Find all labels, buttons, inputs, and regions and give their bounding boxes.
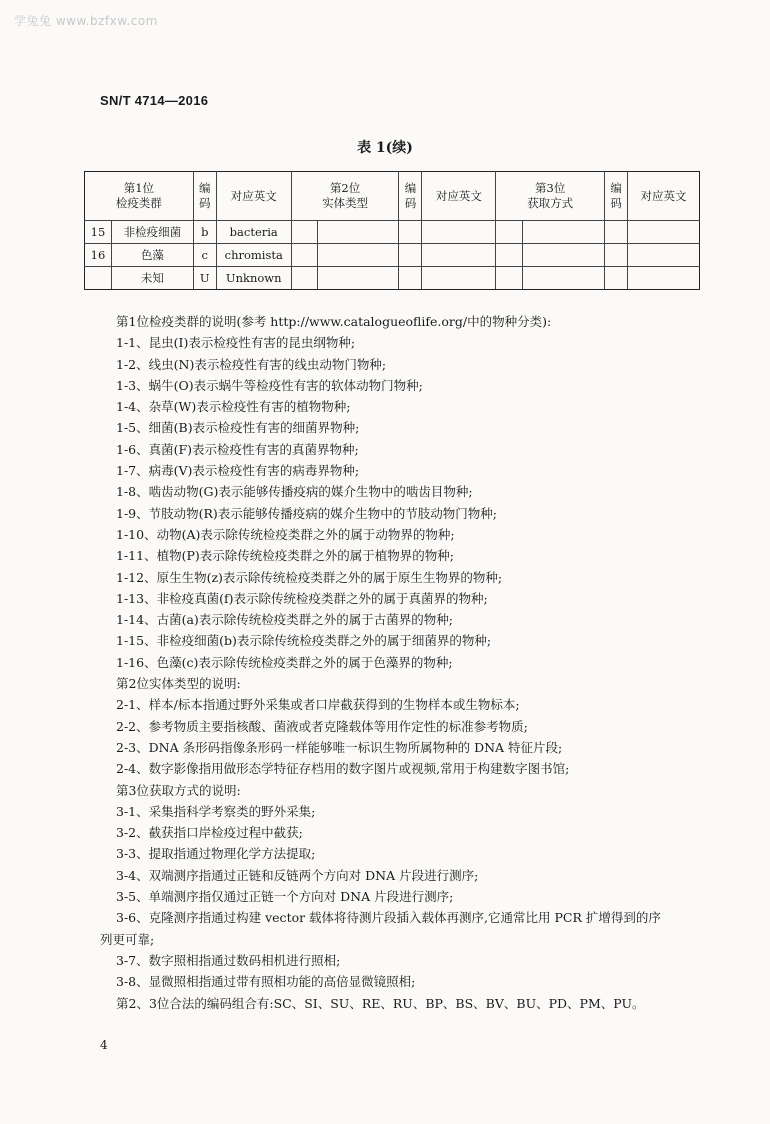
watermark: 学兔兔 www.bzfxw.com (14, 14, 158, 28)
empty-cell (291, 244, 317, 267)
table-row (85, 244, 700, 267)
empty-cell (399, 221, 422, 244)
header-code-2: 编码 (399, 172, 422, 221)
empty-cell (422, 244, 496, 267)
empty-cell (523, 221, 605, 244)
text-line: 3-6、克隆测序指通过构建 vector 载体将待测片段插入载体再测序,它通常比用 PCR 扩增得到的序 (116, 910, 661, 926)
empty-cell (496, 221, 523, 244)
empty-cell (628, 267, 700, 290)
row-name: 未知 (111, 267, 193, 290)
text-line: 1-13、非检疫真菌(f)表示除传统检疫类群之外的属于真菌界的物种; (116, 590, 488, 606)
header-col1-line1: 第1位 (123, 181, 155, 195)
row-name: 色藻 (111, 244, 193, 267)
header-col2 (291, 172, 399, 221)
text-line: 1-9、节肢动物(R)表示能够传播疫病的媒介生物中的节肢动物门物种; (116, 505, 498, 521)
header-code-1: 编码 (193, 172, 216, 221)
empty-cell (422, 221, 496, 244)
header-col2-line1: 第2位 (329, 181, 361, 195)
text-line: 1-1、昆虫(I)表示检疫性有害的昆虫纲物种; (116, 335, 356, 351)
text-line: 1-16、色藻(c)表示除传统检疫类群之外的属于色藻界的物种; (116, 654, 453, 670)
header-col3 (496, 172, 605, 221)
text-line: 1-3、蜗牛(O)表示蜗牛等检疫性有害的软体动物门物种; (116, 377, 423, 393)
header-col1 (85, 172, 194, 221)
text-line: 2-1、样本/标本指通过野外采集或者口岸截获得到的生物样本或生物标本; (116, 697, 520, 713)
header-code-3: 编码 (605, 172, 628, 221)
text-line: 1-6、真菌(F)表示检疫性有害的真菌界物种; (116, 441, 359, 457)
empty-cell (317, 221, 399, 244)
text-line: 2-4、数字影像指用做形态学特征存档用的数字图片或视频,常用于构建数字图书馆; (116, 761, 570, 777)
table-title: 表 1(续) (357, 140, 413, 156)
header-english-1: 对应英文 (216, 172, 291, 221)
text-line: 1-14、古菌(a)表示除传统检疫类群之外的属于古菌界的物种; (116, 612, 454, 628)
header-col2-line2: 实体类型 (322, 196, 369, 210)
text-line: 1-15、非检疫细菌(b)表示除传统检疫类群之外的属于细菌界的物种; (116, 633, 492, 649)
text-line: 1-8、啮齿动物(G)表示能够传播疫病的媒介生物中的啮齿目物种; (116, 484, 473, 500)
text-line: 3-1、采集指科学考察类的野外采集; (116, 803, 316, 819)
empty-cell (605, 267, 628, 290)
text-line: 1-2、线虫(N)表示检疫性有害的线虫动物门物种; (116, 356, 387, 372)
empty-cell (605, 221, 628, 244)
row-code: U (193, 267, 216, 290)
table-header-row (85, 172, 700, 221)
header-english-2: 对应英文 (422, 172, 496, 221)
row-number: 15 (85, 221, 112, 244)
text-line: 1-4、杂草(W)表示检疫性有害的植物物种; (116, 399, 351, 415)
row-code: b (193, 221, 216, 244)
text-line: 3-2、截获指口岸检疫过程中截获; (116, 825, 303, 841)
text-line-continuation: 列更可靠; (100, 931, 155, 947)
row-english: Unknown (216, 267, 291, 290)
empty-cell (496, 267, 523, 290)
empty-cell (291, 221, 317, 244)
empty-cell (628, 221, 700, 244)
text-line: 3-4、双端测序指通过正链和反链两个方向对 DNA 片段进行测序; (116, 867, 479, 883)
empty-cell (399, 267, 422, 290)
row-number: 16 (85, 244, 112, 267)
text-line: 2-3、DNA 条形码指像条形码一样能够唯一标识生物所属物种的 DNA 特征片段; (116, 739, 563, 755)
table-row (85, 221, 700, 244)
text-line: 1-5、细菌(B)表示检疫性有害的细菌界物种; (116, 420, 360, 436)
standard-number: SN/T 4714—2016 (100, 93, 209, 108)
text-line: 1-7、病毒(V)表示检疫性有害的病毒界物种; (116, 463, 360, 479)
text-line: 第3位获取方式的说明: (116, 782, 241, 798)
text-line: 第1位检疫类群的说明(参考 http://www.catalogueoflife.org/中的物种分类): (116, 314, 552, 329)
explanation-text (100, 311, 716, 1014)
empty-cell (291, 267, 317, 290)
text-line: 1-10、动物(A)表示除传统检疫类群之外的属于动物界的物种; (116, 526, 455, 542)
text-line: 2-2、参考物质主要指核酸、菌液或者克隆载体等用作定性的标准参考物质; (116, 718, 528, 734)
empty-cell (523, 244, 605, 267)
header-english-3: 对应英文 (628, 172, 700, 221)
page-number: 4 (100, 1038, 108, 1052)
code-table (84, 171, 700, 290)
header-col1-line2: 检疫类群 (115, 196, 162, 210)
empty-cell (628, 244, 700, 267)
text-line: 3-8、显微照相指通过带有照相功能的高倍显微镜照相; (116, 974, 416, 990)
text-line: 1-12、原生生物(z)表示除传统检疫类群之外的属于原生生物界的物种; (116, 569, 503, 585)
empty-cell (317, 244, 399, 267)
text-line: 1-11、植物(P)表示除传统检疫类群之外的属于植物界的物种; (116, 548, 454, 564)
empty-cell (399, 244, 422, 267)
row-number (85, 267, 112, 290)
text-line: 第2位实体类型的说明: (116, 676, 241, 692)
row-code: c (193, 244, 216, 267)
row-english: chromista (216, 244, 291, 267)
text-line: 3-3、提取指通过物理化学方法提取; (116, 846, 316, 862)
empty-cell (317, 267, 399, 290)
empty-cell (605, 244, 628, 267)
row-english: bacteria (216, 221, 291, 244)
text-line: 第2、3位合法的编码组合有:SC、SI、SU、RE、RU、BP、BS、BV、BU、PD、PM、PU。 (116, 995, 645, 1011)
empty-cell (523, 267, 605, 290)
empty-cell (496, 244, 523, 267)
header-col3-line1: 第3位 (535, 181, 566, 195)
row-name: 非检疫细菌 (111, 221, 193, 244)
table-row (85, 267, 700, 290)
empty-cell (422, 267, 496, 290)
text-line: 3-5、单端测序指仅通过正链一个方向对 DNA 片段进行测序; (116, 889, 454, 905)
text-line: 3-7、数字照相指通过数码相机进行照相; (116, 952, 341, 968)
header-col3-line2: 获取方式 (527, 196, 574, 210)
